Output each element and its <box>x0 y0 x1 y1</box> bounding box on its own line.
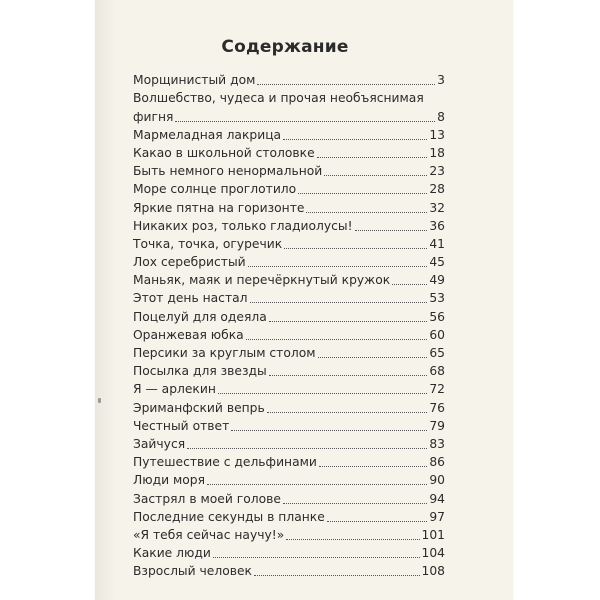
toc-entry-page: 13 <box>429 127 445 142</box>
toc-entry-title: Эриманфский вепрь <box>133 400 265 415</box>
toc-entry <box>133 544 445 562</box>
toc-entry-title: Этот день настал <box>133 291 248 306</box>
dot-leader <box>187 448 427 449</box>
toc-entry <box>133 562 445 580</box>
toc-entry-title: Море солнце проглотило <box>133 182 297 197</box>
dot-leader <box>318 357 428 358</box>
toc-entry-page: 108 <box>421 564 445 579</box>
toc-entry <box>133 71 445 89</box>
toc-entry-page: 28 <box>429 182 445 197</box>
toc-entry-title: Поцелуй для одеяла <box>133 309 267 324</box>
toc-entry-title: Точка, точка, огуречик <box>133 236 283 251</box>
toc-entry-title: Путешествие с дельфинами <box>133 455 317 470</box>
toc-entry-page: 23 <box>429 164 445 179</box>
toc-entry-page: 65 <box>429 346 445 360</box>
toc-entry <box>133 471 445 489</box>
toc-entry-title: Зайчуся <box>133 436 186 451</box>
dot-leader <box>248 266 428 267</box>
toc-entry-page: 8 <box>437 109 445 124</box>
dot-leader <box>284 248 427 249</box>
toc-entry-page: 49 <box>429 273 445 288</box>
toc-entry <box>133 180 445 198</box>
dot-leader <box>319 466 427 467</box>
toc-entry <box>133 362 445 380</box>
toc-entry-page: 56 <box>429 309 445 324</box>
toc-entry-title: Застрял в моей голове <box>133 491 281 506</box>
dot-leader <box>283 139 427 140</box>
toc-entry-title: Люди моря <box>133 473 206 488</box>
toc-entry-page: 79 <box>429 418 445 433</box>
toc-entry-page: 68 <box>429 364 445 379</box>
dot-leader <box>250 302 428 303</box>
dot-leader <box>286 539 419 540</box>
table-of-contents <box>133 71 445 580</box>
toc-entry <box>133 235 445 253</box>
toc-entry-page: 90 <box>429 473 445 488</box>
dot-leader <box>269 321 428 322</box>
toc-entry-title: Посылка для звезды <box>133 364 267 379</box>
toc-entry-page: 41 <box>429 236 445 251</box>
toc-entry <box>133 126 445 144</box>
toc-entry <box>133 144 445 162</box>
toc-entry-title: Морщинистый дом <box>133 73 256 88</box>
toc-entry-title: Яркие пятна на горизонте <box>133 200 305 215</box>
toc-entry <box>133 253 445 271</box>
toc-entry-page: 45 <box>429 255 445 270</box>
toc-entry-title: Лох серебристый <box>133 255 246 270</box>
toc-entry <box>133 398 445 416</box>
toc-entry <box>133 307 445 325</box>
toc-entry <box>133 326 445 344</box>
dot-leader <box>175 121 435 122</box>
toc-entry-title: Маньяк, маяк и перечёркнутый кружок <box>133 273 391 288</box>
toc-entry <box>133 508 445 526</box>
toc-entry <box>133 198 445 216</box>
dot-leader <box>246 339 428 340</box>
toc-entry-page: 3 <box>437 73 445 88</box>
dot-leader <box>267 412 428 413</box>
dot-leader <box>269 375 428 376</box>
toc-entry-title: Взрослый человек <box>133 564 252 579</box>
dot-leader <box>355 230 428 231</box>
dot-leader <box>306 212 427 213</box>
dot-leader <box>254 575 420 576</box>
toc-entry-title: Персики за круглым столом <box>133 346 316 360</box>
toc-entry-title: Какао в школьной столовке <box>133 145 315 160</box>
toc-entry <box>133 344 445 362</box>
dot-leader <box>317 157 428 158</box>
toc-entry-page: 94 <box>429 491 445 506</box>
toc-entry-title: Последние секунды в планке <box>133 509 325 524</box>
toc-entry <box>133 526 445 544</box>
dot-leader <box>213 557 420 558</box>
toc-entry-title: Оранжевая юбка <box>133 327 244 342</box>
toc-entry <box>133 89 445 125</box>
dot-leader <box>392 284 427 285</box>
toc-entry-page: 32 <box>429 200 445 215</box>
toc-entry-page: 18 <box>429 145 445 160</box>
toc-entry-title: Честный ответ <box>133 418 230 433</box>
toc-entry <box>133 453 445 471</box>
toc-entry <box>133 435 445 453</box>
toc-entry-page: 53 <box>429 291 445 306</box>
toc-entry-title-line1: Волшебство, чудеса и прочая необъяснимая <box>133 91 424 106</box>
toc-entry-title: фигня <box>133 109 174 124</box>
toc-entry-title: Быть немного ненормальной <box>133 164 323 179</box>
page-gutter-shadow <box>95 0 115 600</box>
toc-entry <box>133 417 445 435</box>
toc-entry-page: 36 <box>429 218 445 233</box>
toc-entry <box>133 289 445 307</box>
toc-entry-page: 76 <box>429 400 445 415</box>
toc-entry-page: 101 <box>421 527 445 542</box>
dot-leader <box>257 84 435 85</box>
dot-leader <box>283 503 427 504</box>
toc-entry-title: Какие люди <box>133 546 211 561</box>
toc-entry-page: 97 <box>429 509 445 524</box>
toc-entry-page: 83 <box>429 436 445 451</box>
toc-entry <box>133 271 445 289</box>
dot-leader <box>327 521 428 522</box>
dot-leader <box>324 175 427 176</box>
toc-entry-page: 104 <box>421 546 445 561</box>
toc-entry-page: 72 <box>429 382 445 397</box>
paper-mark <box>98 398 101 403</box>
dot-leader <box>298 193 427 194</box>
toc-entry <box>133 380 445 398</box>
toc-entry-title: Никаких роз, только гладиолусы! <box>133 218 353 233</box>
toc-entry <box>133 489 445 507</box>
toc-entry-title: Я — арлекин <box>133 382 216 397</box>
toc-entry <box>133 162 445 180</box>
toc-entry-title: Мармеладная лакрица <box>133 127 282 142</box>
page-title: Содержание <box>221 37 349 57</box>
dot-leader <box>218 393 427 394</box>
dot-leader <box>207 484 427 485</box>
dot-leader <box>231 430 427 431</box>
toc-entry <box>133 217 445 235</box>
toc-entry-title: «Я тебя сейчас научу!» <box>133 527 285 542</box>
toc-entry-page: 86 <box>429 455 445 470</box>
toc-entry-page: 60 <box>429 327 445 342</box>
